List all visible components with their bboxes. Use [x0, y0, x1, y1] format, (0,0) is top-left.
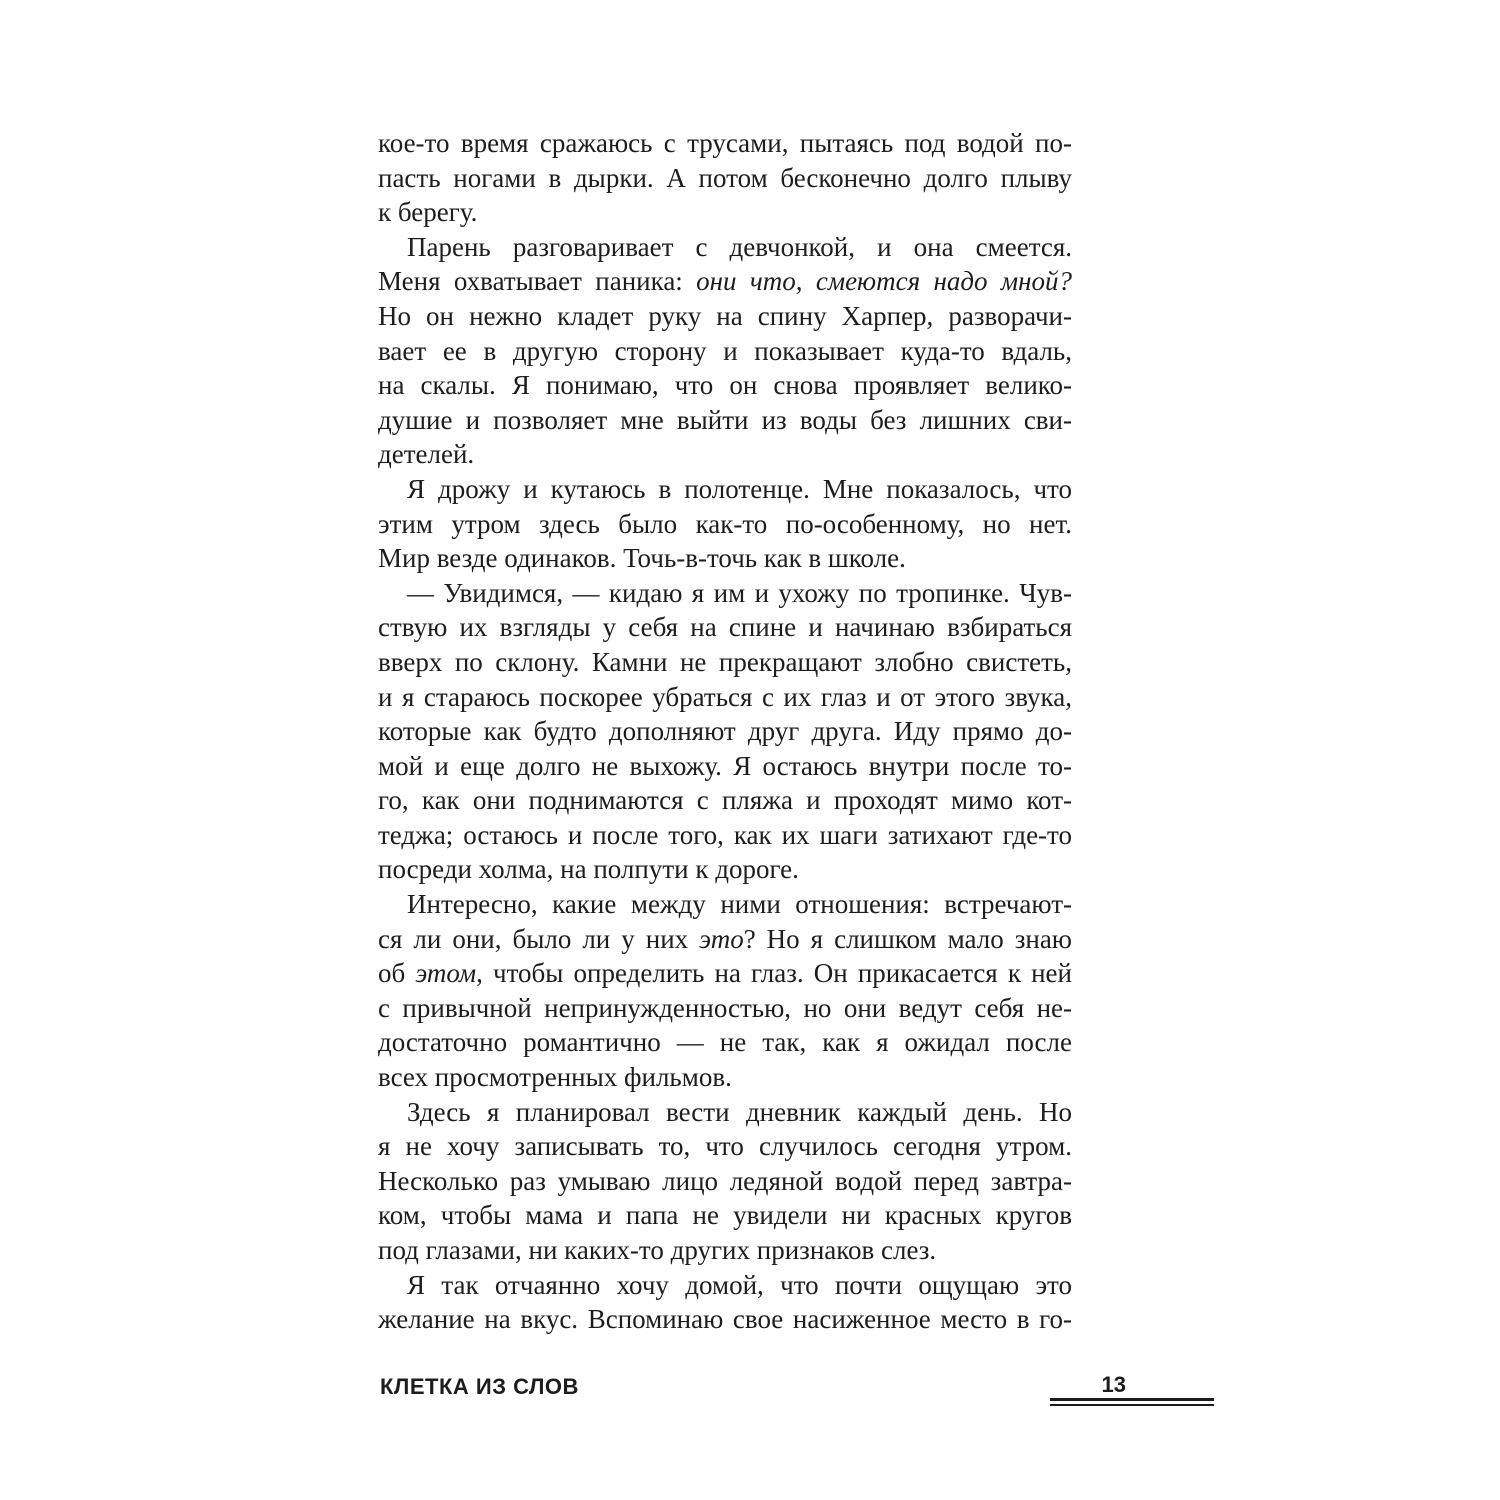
text-run: я не хочу записывать то, что случилось сегодня утром.: [378, 1131, 1072, 1162]
text-line: [378, 956, 1072, 991]
text-run: го, как они поднимаются с пляжа и проходят мимо кот-: [378, 785, 1072, 816]
text-run: ся ли они, было ли у них: [378, 923, 700, 954]
page-number: 13: [1101, 1372, 1126, 1397]
text-line: [378, 437, 1072, 472]
text-run: душие и позволяет мне выйти из воды без лишних сви-: [378, 404, 1072, 435]
text-run: ком, чтобы мама и папа не увидели ни красных кругов: [378, 1200, 1072, 1231]
text-run: к берегу.: [378, 197, 478, 228]
text-line: [378, 576, 1072, 611]
text-line: [378, 1198, 1072, 1233]
text-line: [378, 161, 1072, 196]
text-run: под глазами, ни каких-то других признаков слез.: [378, 1235, 937, 1265]
text-run: которые как будто дополняют друг друга. Иду прямо до-: [378, 716, 1072, 747]
text-run: кое-то время сражаюсь с трусами, пытаясь под водой по-: [378, 128, 1072, 158]
italic-run: они что, смеются надо мной?: [696, 266, 1072, 297]
text-run: Но он нежно кладет руку на спину Харпер, разворачи-: [378, 300, 1072, 331]
text-line: [378, 334, 1072, 369]
text-line: [378, 403, 1072, 438]
text-run: с привычной непринужденностью, но они ведут себя не-: [378, 992, 1072, 1023]
text-line: [378, 749, 1072, 784]
text-line: [378, 1164, 1072, 1199]
paragraph: [378, 126, 1072, 230]
text-run: мой и еще долго не выхожу. Я остаюсь внутри после то-: [378, 750, 1072, 781]
text-line: [378, 1233, 1072, 1268]
text-line: [378, 195, 1072, 230]
paragraph: [378, 887, 1072, 1095]
text-run: Несколько раз умываю лицо ледяной водой перед завтра-: [378, 1165, 1072, 1196]
text-run: Я дрожу и кутаюсь в полотенце. Мне показалось, что: [407, 473, 1072, 504]
text-run: Здесь я планировал вести дневник каждый день. Но: [407, 1096, 1072, 1127]
text-line: [378, 368, 1072, 403]
text-run: достаточно романтично — не так, как я ожидал после: [378, 1027, 1072, 1058]
text-run: Мир везде одинаков. Точь-в-точь как в школе.: [378, 543, 906, 574]
text-run: посреди холма, на полпути к дороге.: [378, 854, 799, 885]
text-run: об: [378, 958, 416, 989]
text-run: детелей.: [378, 439, 475, 470]
text-line: [378, 818, 1072, 853]
text-run: Парень разговаривает с девчонкой, и она смеется.: [407, 231, 1072, 262]
text-run: Интересно, какие между ними отношения: встречают-: [407, 889, 1072, 920]
text-line: [378, 1095, 1072, 1130]
text-line: [378, 230, 1072, 265]
text-line: [378, 264, 1072, 299]
text-line: [378, 507, 1072, 542]
running-footer-title: КЛЕТКА ИЗ СЛОВ: [380, 1374, 579, 1399]
paragraph: [378, 1095, 1072, 1268]
italic-run: этом: [415, 958, 477, 989]
text-line: [378, 783, 1072, 818]
text-line: [378, 126, 1072, 161]
text-run: всех просмотренных фильмов.: [378, 1062, 732, 1093]
text-line: [378, 852, 1072, 887]
text-line: [378, 472, 1072, 507]
text-run: , чтобы определить на глаз. Он прикасается к ней: [476, 958, 1072, 989]
text-run: вает ее в другую сторону и показывает куда-то вдаль,: [378, 335, 1072, 366]
text-line: [378, 1129, 1072, 1164]
text-run: ? Но я слишком мало знаю: [743, 923, 1072, 954]
text-line: [378, 1025, 1072, 1060]
paragraph: [378, 472, 1072, 576]
text-line: [378, 1060, 1072, 1095]
text-line: [378, 991, 1072, 1026]
text-run: и я стараюсь поскорее убраться с их глаз и от этого звука,: [378, 681, 1072, 712]
text-line: [378, 714, 1072, 749]
text-line: [378, 299, 1072, 334]
text-run: — Увидимся, — кидаю я им и ухожу по тропинке. Чув-: [407, 577, 1072, 608]
paragraph: [378, 576, 1072, 887]
text-run: желание на вкус. Вспоминаю свое насиженное место в го-: [378, 1304, 1072, 1335]
text-line: [378, 922, 1072, 957]
text-run: вверх по склону. Камни не прекращают злобно свистеть,: [378, 646, 1072, 677]
text-run: Я так отчаянно хочу домой, что почти ощущаю это: [407, 1269, 1072, 1300]
text-line: [378, 680, 1072, 715]
text-line: [378, 887, 1072, 922]
text-line: [378, 541, 1072, 576]
text-run: теджа; остаюсь и после того, как их шаги затихают где-то: [378, 819, 1072, 850]
text-line: [378, 1302, 1072, 1337]
text-run: этим утром здесь было как-то по-особенному, но нет.: [378, 508, 1072, 539]
text-run: Меня охватывает паника:: [378, 266, 697, 297]
text-line: [378, 610, 1072, 645]
text-run: пасть ногами в дырки. А потом бесконечно долго плыву: [378, 162, 1072, 193]
italic-run: это: [699, 923, 744, 954]
body-text: [378, 126, 1072, 1337]
text-line: [378, 645, 1072, 680]
footer-rule-thin: [1050, 1404, 1214, 1406]
paragraph: [378, 230, 1072, 472]
footer-rule-thick: [1050, 1398, 1214, 1401]
paragraph: [378, 1268, 1072, 1337]
text-run: ствую их взгляды у себя на спине и начинаю взбираться: [378, 612, 1072, 643]
text-run: на скалы. Я понимаю, что он снова проявляет велико-: [378, 370, 1072, 401]
text-line: [378, 1268, 1072, 1303]
